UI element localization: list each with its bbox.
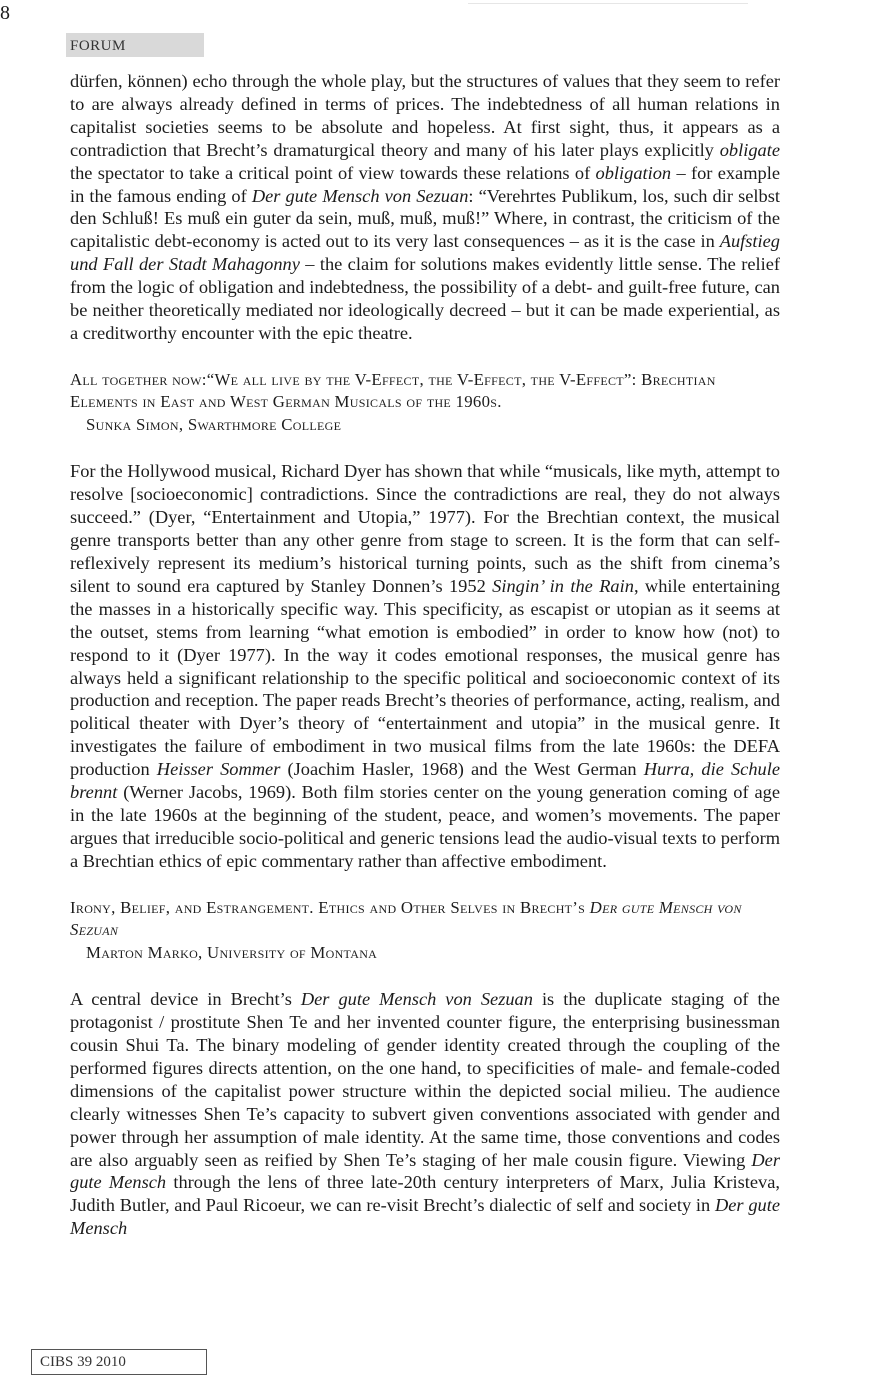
abstract-paragraph-2: A central device in Brecht’s Der gute Mensch von Sezuan is the duplicate staging of the protagonist / prostitute Shen Te and her invented counter figure, the enterprising businessman cousin Shui Ta. The binary modeling of gender identity created through the coupling of the performed figures directs attention, on the one hand, to specificities of male- and female-coded dimensions of the capitalist power structure within the depicted social milieu. The audience clearly witnesses Shen Te’s capacity to subvert given conventions associated with gender and power through her assumption of male identity. At the same time, those conventions and codes are also arguably seen as reified by Shen Te’s staging of her male cousin figure. Viewing Der gute Mensch through the lens of three late-20th century interpreters of Marx, Julia Kristeva, Judith Butler, and Paul Ricoeur, we can re-visit Brecht’s dialectic of self and society in Der gute Mensch xyxy=(70,989,781,1239)
top-rule xyxy=(468,3,748,4)
abstract-paragraph-1: For the Hollywood musical, Richard Dyer has shown that while “musicals, like myth, attempt to resolve [socioeconomic] contradictions. Since the contradictions are real, they do not always succeed.” (Dyer, “Entertainment and Utopia,” 1977). For the Brechtian context, the musical genre transports better than any other genre from stage to screen. It is the form that can self-reflexively represent its medium’s historical turning points, such as the shift from cinema’s silent to sound era captured by Stanley Donnen’s 1952 Singin’ in the Rain, while entertaining the masses in a historically specific way. This specificity, as escapist or utopian as it seems at the outset, stems from learning “what emotion is embodied” in order to know how (not) to respond to it (Dyer 1977). In the way it codes emotional responses, the musical genre has always held a significant relationship to the specific political and socioeconomic context of its production and reception. The paper reads Brecht’s theories of performance, acting, realism, and political theater with Dyer’s theory of “entertainment and utopia” in the musical genre. It investigates the failure of embodiment in two musical films from the late 1960s: the DEFA production Heisser Sommer (Joachim Hasler, 1968) and the West German Hurra, die Schule brennt (Werner Jacobs, 1969). Both film stories center on the young generation coming of age in the late 1960s at the beginning of the student, peace, and women’s movements. The paper argues that irreducible socio-political and generic tensions lead the audio-visual texts to perform a Brechtian ethics of epic commentary rather than affective embodiment. xyxy=(70,461,781,871)
journal-footer: CIBS 39 2010 xyxy=(31,1349,207,1375)
page-content xyxy=(70,70,780,1240)
page-number: 8 xyxy=(0,2,10,24)
article-title-1: All together now:“We all live by the V-Effect, the V-Effect, the V-Effect”: Brechtian Elements in East and West German Musicals of the 1960s. xyxy=(70,369,716,412)
section-label: FORUM xyxy=(66,33,204,57)
article-author-2: Marton Marko, University of Montana xyxy=(86,942,378,962)
article-author-1: Sunka Simon, Swarthmore College xyxy=(86,414,342,434)
continued-paragraph: dürfen, können) echo through the whole play, but the structures of values that they seem to refer to are always already defined in terms of prices. The indebtedness of all human relations in capitalist societies seems to be absolute and hopeless. At first sight, thus, it appears as a contradiction that Brecht’s dramaturgical theory and many of his later plays explicitly obligate the spectator to take a critical point of view towards these relations of obligation – for example in the famous ending of Der gute Mensch von Sezuan: “Verehrtes Publikum, los, such dir selbst den Schluß! Es muß ein guter da sein, muß, muß, muß!” Where, in contrast, the criticism of the capitalistic debt-economy is acted out to its very last consequences – as it is the case in Aufstieg und Fall der Stadt Mahagonny – the claim for solutions makes evidently little sense. The relief from the logic of obligation and indebtedness, the possibility of a debt- and guilt-free future, can be neither theoretically mediated nor ideologically decreed – but it can be made experiential, as a creditworthy encounter with the epic theatre. xyxy=(70,71,780,343)
article-title-2: Irony, Belief, and Estrangement. Ethics and Other Selves in Brecht’s Der gute Mensch von Sezuan xyxy=(70,897,742,940)
